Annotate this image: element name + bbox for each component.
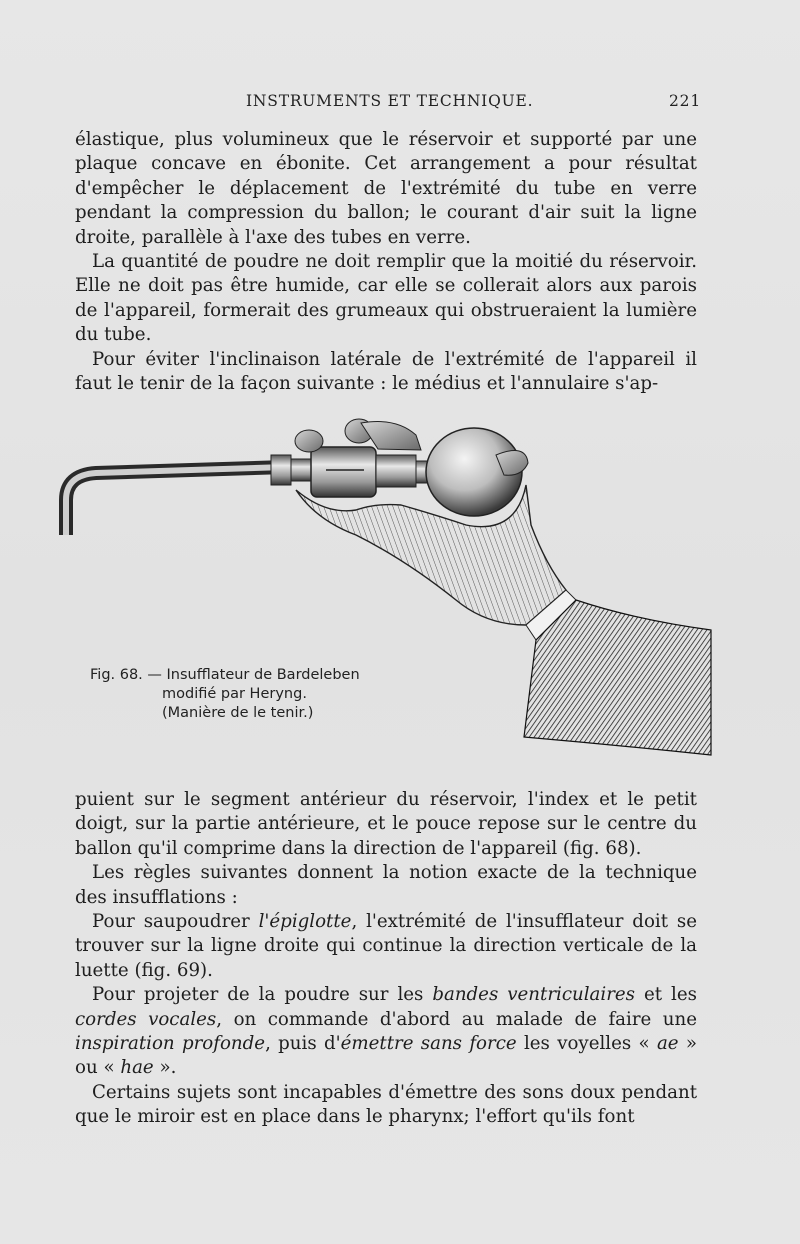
text-run: , puis d' <box>265 1033 341 1055</box>
text-run: , on commande d'abord au malade de faire une <box>216 1008 697 1030</box>
paragraph: élastique, plus volumineux que le réservoir et supporté par une plaque concave en ébonite. Cet arrangement a pour résultat d'empêcher le déplacement de l'extrémité du tube en verre pendant la compression du ballon; le courant d'air suit la ligne droite, parallèle à l'axe des tubes en verre. <box>75 129 697 248</box>
italic-term: l'épiglotte <box>258 911 352 933</box>
text-run: et les <box>635 984 697 1006</box>
figure-caption <box>90 666 410 723</box>
italic-term: émettre sans force <box>340 1033 517 1055</box>
bottom-text-block <box>75 788 697 1130</box>
paragraph <box>75 910 697 983</box>
page-number: 221 <box>669 92 701 110</box>
text-run: Pour saupoudrer <box>92 911 259 933</box>
top-text-block <box>75 128 697 396</box>
caption-line: Fig. 68. — Insufflateur de Bardeleben <box>90 667 360 683</box>
paragraph: Les règles suivantes donnent la notion exacte de la technique des insufflations : <box>75 862 697 908</box>
caption-line: (Manière de le tenir.) <box>162 705 314 721</box>
italic-term: hae <box>120 1057 154 1079</box>
text-run: les voyelles « <box>516 1033 657 1055</box>
italic-term: cordes vocales <box>75 1008 217 1030</box>
caption-line: modifié par Heryng. <box>162 686 307 702</box>
text-run: ». <box>153 1057 177 1079</box>
paragraph: Pour éviter l'inclinaison latérale de l'extrémité de l'appareil il faut le tenir de la façon suivante : le médius et l'annulaire s'ap- <box>75 348 697 395</box>
italic-term: inspiration profonde <box>75 1033 266 1055</box>
text-run: Pour projeter de la poudre sur les <box>92 984 433 1006</box>
paragraph: Certains sujets sont incapables d'émettre des sons doux pendant que le miroir est en place dans le pharynx; l'effort qu'ils font <box>75 1081 697 1128</box>
running-head-title: INSTRUMENTS ET TECHNIQUE. <box>246 92 534 110</box>
italic-term: bandes ventriculaires <box>432 984 636 1006</box>
paragraph <box>75 983 697 1081</box>
text-run: » ou « <box>75 1033 697 1079</box>
paragraph: puient sur le segment antérieur du réservoir, l'index et le petit doigt, sur la partie antérieure, et le pouce repose sur le centre du ballon qu'il comprime dans la direction de l'appareil (fig. 68). <box>75 789 697 859</box>
italic-term: ae <box>656 1033 679 1055</box>
paragraph: La quantité de poudre ne doit remplir que la moitié du réservoir. Elle ne doit pas être humide, car elle se collerait alors aux parois de l'appareil, formerait des grumeaux qui obstrueraient la lumière du tube. <box>75 251 697 346</box>
text-run: , l'extrémité de l'insufflateur doit se trouver sur la ligne droite qui continue la direction verticale de la luette (fig. 69). <box>75 911 697 981</box>
